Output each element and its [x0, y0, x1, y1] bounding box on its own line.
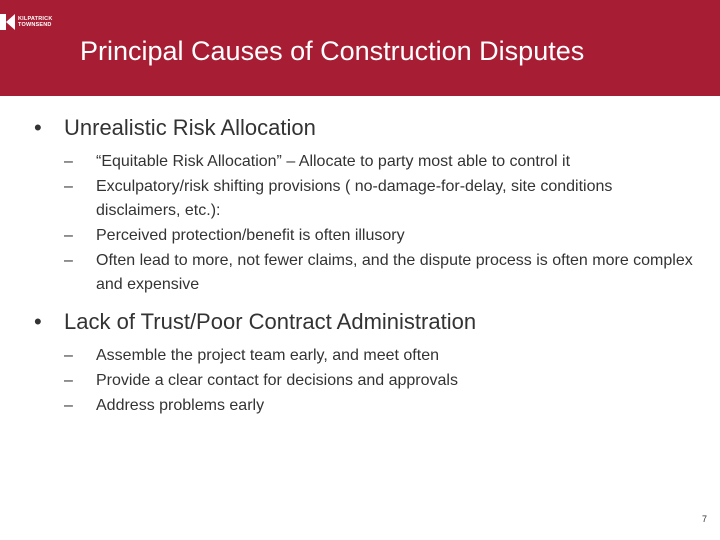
logo-line1: KILPATRICK — [18, 15, 53, 22]
sub-bullet-text: “Equitable Risk Allocation” – Allocate to party most able to control it — [96, 153, 571, 170]
dash-marker: – — [64, 252, 73, 269]
bullet-text: Lack of Trust/Poor Contract Administration — [64, 309, 477, 334]
bullet-marker: • — [34, 115, 42, 140]
sub-bullet-text: Perceived protection/benefit is often illusory — [96, 227, 405, 244]
header-bar — [0, 0, 720, 96]
sub-bullet-item — [62, 175, 694, 223]
sub-bullet-text: Address problems early — [96, 397, 265, 414]
dash-marker: – — [64, 347, 73, 364]
sub-bullet-item — [62, 394, 694, 418]
dash-marker: – — [64, 372, 73, 389]
sub-bullet-list — [34, 344, 694, 418]
dash-marker: – — [64, 178, 73, 195]
slide-title: Principal Causes of Construction Disputes — [80, 36, 585, 66]
sub-bullet-item — [62, 249, 694, 297]
bullet-heading — [34, 308, 694, 336]
bullet-heading — [34, 114, 694, 142]
logo-line2: TOWNSEND — [18, 22, 52, 28]
sub-bullet-item — [62, 224, 694, 248]
bullet-text: Unrealistic Risk Allocation — [64, 115, 316, 140]
page-number: 7 — [701, 514, 707, 524]
sub-bullet-text: Exculpatory/risk shifting provisions ( no-damage-for-delay, site conditions disclaimers, etc.): — [96, 178, 613, 219]
sub-bullet-item — [62, 150, 694, 174]
bullet-marker: • — [34, 309, 42, 334]
sub-bullet-item — [62, 344, 694, 368]
sub-bullet-text: Provide a clear contact for decisions and approvals — [96, 372, 458, 389]
slide-body — [34, 114, 694, 419]
dash-marker: – — [64, 227, 73, 244]
section-risk-allocation — [34, 114, 694, 297]
sub-bullet-text: Assemble the project team early, and meet often — [96, 347, 439, 364]
company-logo — [0, 10, 53, 34]
sub-bullet-item — [62, 369, 694, 393]
dash-marker: – — [64, 153, 73, 170]
dash-marker: – — [64, 397, 73, 414]
sub-bullet-text: Often lead to more, not fewer claims, and the dispute process is often more complex and expensive — [96, 252, 693, 293]
section-trust-administration — [34, 308, 694, 418]
kilpatrick-logo-icon — [0, 12, 16, 32]
logo-wordmark — [18, 16, 53, 29]
sub-bullet-list — [34, 150, 694, 297]
